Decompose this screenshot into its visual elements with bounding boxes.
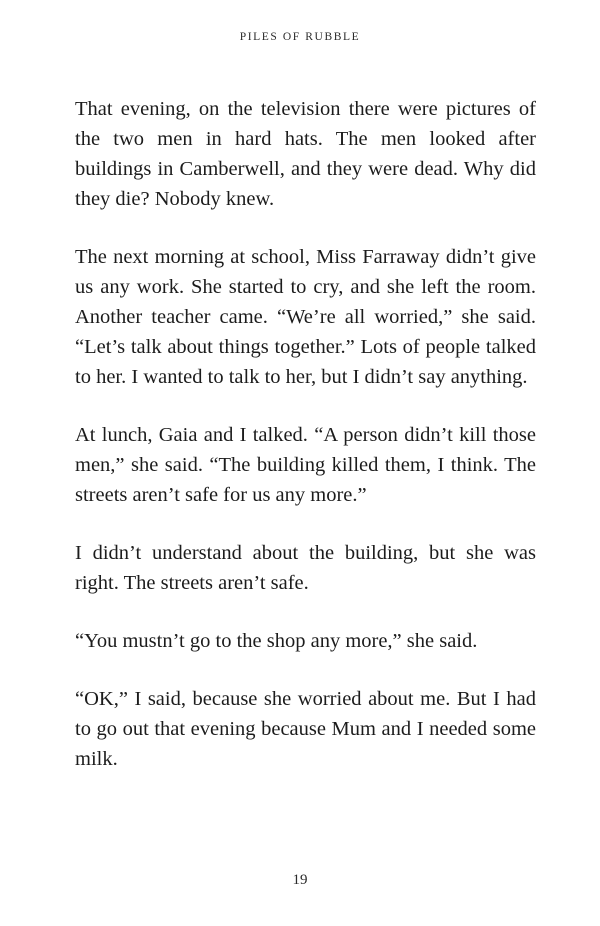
paragraph-5: “You mustn’t go to the shop any more,” she said. <box>75 630 478 652</box>
paragraph-6: “OK,” I said, because she worried about me. But I had to go out that evening because Mum and I needed some milk. <box>75 688 536 770</box>
paragraph-3: At lunch, Gaia and I talked. “A person didn’t kill those men,” she said. “The building killed them, I think. The streets aren’t safe for us any more.” <box>75 424 536 506</box>
paragraph-1: That evening, on the television there were pictures of the two men in hard hats. The men looked after buildings in Camberwell, and they were dead. Why did they die? Nobody knew. <box>75 98 536 210</box>
body-text <box>75 94 536 802</box>
paragraph-4: I didn’t understand about the building, but she was right. The streets aren’t safe. <box>75 542 536 594</box>
running-header: PILES OF RUBBLE <box>239 31 361 43</box>
paragraph-2: The next morning at school, Miss Farraway didn’t give us any work. She started to cry, and she left the room. Another teacher came. “We’re all worried,” she said. “Let’s talk about things together.” Lots of people talked to her. I wanted to talk to her, but I didn’t say anything. <box>75 246 536 388</box>
page-number: 19 <box>292 872 308 888</box>
